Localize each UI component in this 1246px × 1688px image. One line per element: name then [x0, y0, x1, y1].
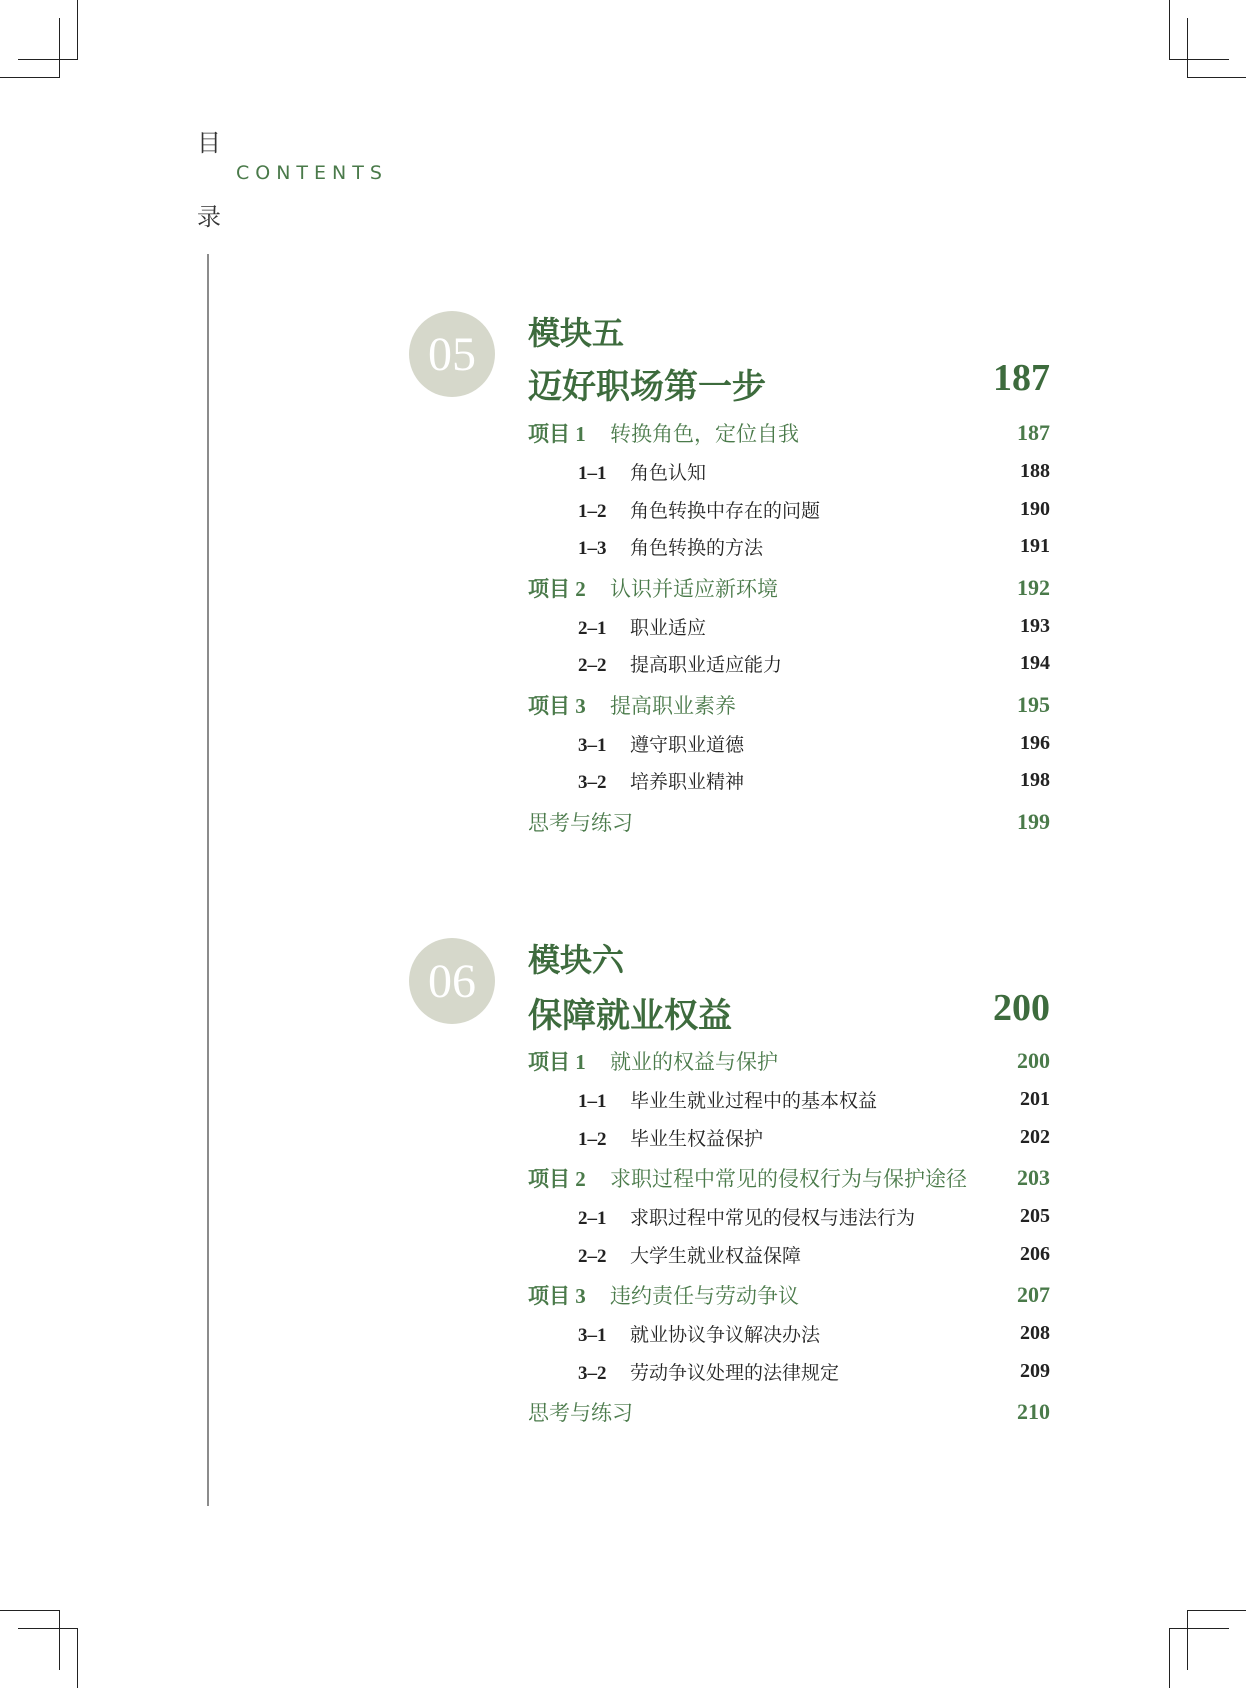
toc-entry-page: 209	[1020, 1359, 1050, 1382]
toc-section-row[interactable]	[528, 454, 1050, 490]
toc-entry-page: 190	[1020, 497, 1050, 520]
crop-mark	[1187, 77, 1246, 78]
toc-entry-text: 培养职业精神	[630, 771, 745, 793]
toc-entry-label	[578, 650, 782, 677]
toc-project-row[interactable]	[528, 1394, 1050, 1430]
toc-entry-text: 思考与练习	[528, 1401, 633, 1425]
module-page: 187	[993, 357, 1050, 399]
toc-entry-page: 210	[1017, 1399, 1050, 1424]
toc-entry-number: 项目 1	[528, 422, 586, 446]
toc-project-row[interactable]	[528, 1043, 1050, 1079]
toc-entry-text: 认识并适应新环境	[610, 576, 778, 601]
crop-mark	[59, 1610, 60, 1670]
toc-entry-number: 2–1	[578, 1208, 607, 1229]
toc-entry-text: 提高职业素养	[610, 693, 736, 718]
toc-entry-number: 1–1	[578, 463, 607, 484]
toc-entry-page: 205	[1020, 1205, 1050, 1227]
toc-project-row[interactable]	[528, 804, 1050, 840]
toc-entry-page: 188	[1020, 460, 1050, 482]
toc-entry-label	[578, 458, 706, 485]
header-lu: 录	[197, 203, 221, 231]
crop-mark	[77, 0, 78, 60]
toc-entry-number: 1–2	[578, 1128, 607, 1150]
toc-project-row[interactable]	[528, 415, 1050, 451]
toc-entry-number: 3–2	[578, 1362, 607, 1384]
toc-entry-text: 毕业生就业过程中的基本权益	[630, 1090, 878, 1112]
toc-entry-text: 求职过程中常见的侵权与违法行为	[630, 1207, 916, 1229]
module-title: 迈好职场第一步	[528, 367, 766, 407]
toc-entry-label	[578, 767, 744, 794]
toc-entry-label	[528, 418, 799, 448]
toc-entry-text: 角色转换的方法	[630, 537, 764, 559]
crop-mark	[18, 1628, 78, 1629]
toc-entry-label	[528, 1280, 799, 1310]
toc-entry-page: 199	[1017, 808, 1050, 834]
header-contents: CONTENTS	[236, 162, 388, 184]
toc-entry-label	[578, 1241, 801, 1268]
toc-entry-text: 劳动争议处理的法律规定	[630, 1361, 840, 1384]
toc-section-row[interactable]	[528, 1353, 1050, 1389]
toc-entry-page: 206	[1020, 1242, 1050, 1265]
toc-entry-page: 196	[1020, 731, 1050, 754]
crop-mark	[1187, 18, 1188, 78]
toc-entry-text: 提高职业适应能力	[630, 654, 783, 676]
module-title: 保障就业权益	[528, 996, 732, 1036]
toc-section-row[interactable]	[528, 1316, 1050, 1352]
toc-entry-text: 思考与练习	[528, 810, 633, 835]
toc-entry-number: 3–1	[578, 1325, 607, 1346]
header-mu: 目	[197, 129, 221, 157]
toc-project-row[interactable]	[528, 570, 1050, 606]
toc-entry-label	[528, 1163, 967, 1193]
toc-entry-page: 191	[1020, 535, 1050, 557]
toc-entry-number: 项目 2	[528, 576, 586, 601]
crop-mark	[0, 77, 60, 78]
crop-mark	[1169, 1628, 1229, 1629]
toc-entry-number: 1–1	[578, 1091, 607, 1112]
toc-entry-page: 192	[1017, 574, 1050, 600]
crop-mark	[1169, 1628, 1170, 1688]
toc-entry-label	[578, 1086, 877, 1113]
toc-entry-page: 201	[1020, 1088, 1050, 1110]
toc-section-row[interactable]	[528, 491, 1050, 527]
toc-entry-label	[578, 1358, 839, 1385]
toc-entry-label	[528, 807, 633, 837]
toc-entry-page: 187	[1017, 420, 1050, 445]
toc-entry-page: 200	[1017, 1048, 1050, 1073]
toc-entry-text: 就业协议争议解决办法	[630, 1324, 821, 1346]
module-label: 模块六	[528, 941, 625, 979]
module-number-badge: 05	[409, 311, 495, 397]
toc-section-row[interactable]	[528, 1082, 1050, 1118]
toc-entry-label	[578, 1124, 763, 1151]
module-label: 模块五	[528, 314, 625, 352]
crop-mark	[59, 18, 60, 78]
toc-entry-label	[528, 573, 778, 603]
crop-mark	[77, 1628, 78, 1688]
toc-entry-page: 194	[1020, 652, 1050, 674]
toc-entry-number: 2–2	[578, 1245, 607, 1267]
toc-project-row[interactable]	[528, 1160, 1050, 1196]
toc-entry-number: 项目 3	[528, 693, 586, 718]
toc-entry-number: 2–2	[578, 655, 607, 676]
crop-mark	[1169, 59, 1229, 60]
toc-entry-label	[578, 496, 820, 523]
toc-entry-text: 求职过程中常见的侵权行为与保护途径	[610, 1167, 967, 1191]
module-page: 200	[993, 987, 1050, 1029]
toc-section-row[interactable]	[528, 608, 1050, 644]
toc-entry-label	[528, 1046, 778, 1076]
crop-mark	[0, 1610, 60, 1611]
crop-mark	[18, 59, 78, 60]
toc-entry-label	[528, 690, 736, 720]
toc-entry-page: 202	[1020, 1125, 1050, 1148]
toc-section-row[interactable]	[528, 529, 1050, 565]
toc-section-row[interactable]	[528, 725, 1050, 761]
crop-mark	[1169, 0, 1170, 60]
toc-entry-number: 项目 3	[528, 1284, 586, 1308]
toc-entry-page: 203	[1017, 1165, 1050, 1190]
toc-section-row[interactable]	[528, 1119, 1050, 1155]
toc-section-row[interactable]	[528, 646, 1050, 682]
toc-entry-text: 转换角色，定位自我	[610, 422, 799, 446]
toc-entry-number: 1–2	[578, 500, 607, 522]
toc-entry-label	[578, 613, 706, 640]
toc-entry-label	[528, 1397, 633, 1427]
toc-entry-text: 遵守职业道德	[630, 733, 745, 756]
toc-entry-page: 193	[1020, 614, 1050, 637]
module-number-badge: 06	[409, 938, 495, 1024]
toc-entry-label	[578, 533, 763, 560]
toc-entry-number: 项目 1	[528, 1050, 586, 1074]
vertical-rule	[207, 254, 209, 1506]
toc-entry-text: 角色认知	[630, 462, 707, 484]
toc-entry-text: 大学生就业权益保障	[630, 1244, 802, 1267]
toc-section-row[interactable]	[528, 763, 1050, 799]
toc-entry-number: 1–3	[578, 538, 607, 559]
toc-entry-label	[578, 730, 744, 757]
toc-project-row[interactable]	[528, 1277, 1050, 1313]
toc-entry-text: 职业适应	[630, 616, 707, 639]
toc-entry-label	[578, 1203, 915, 1230]
toc-entry-page: 207	[1017, 1282, 1050, 1307]
toc-entry-number: 3–2	[578, 772, 607, 793]
crop-mark	[1187, 1610, 1188, 1670]
toc-entry-page: 208	[1020, 1322, 1050, 1344]
toc-section-row[interactable]	[528, 1236, 1050, 1272]
toc-entry-label	[578, 1320, 820, 1347]
toc-entry-number: 3–1	[578, 734, 607, 756]
toc-entry-text: 违约责任与劳动争议	[610, 1284, 799, 1308]
crop-mark	[1187, 1610, 1246, 1611]
toc-entry-number: 项目 2	[528, 1167, 586, 1191]
toc-entry-text: 角色转换中存在的问题	[630, 499, 821, 522]
toc-entry-text: 就业的权益与保护	[610, 1050, 778, 1074]
toc-entry-number: 2–1	[578, 617, 607, 639]
toc-section-row[interactable]	[528, 1199, 1050, 1235]
toc-entry-page: 198	[1020, 769, 1050, 791]
toc-entry-text: 毕业生权益保护	[630, 1127, 764, 1150]
toc-project-row[interactable]	[528, 687, 1050, 723]
toc-entry-page: 195	[1017, 691, 1050, 717]
